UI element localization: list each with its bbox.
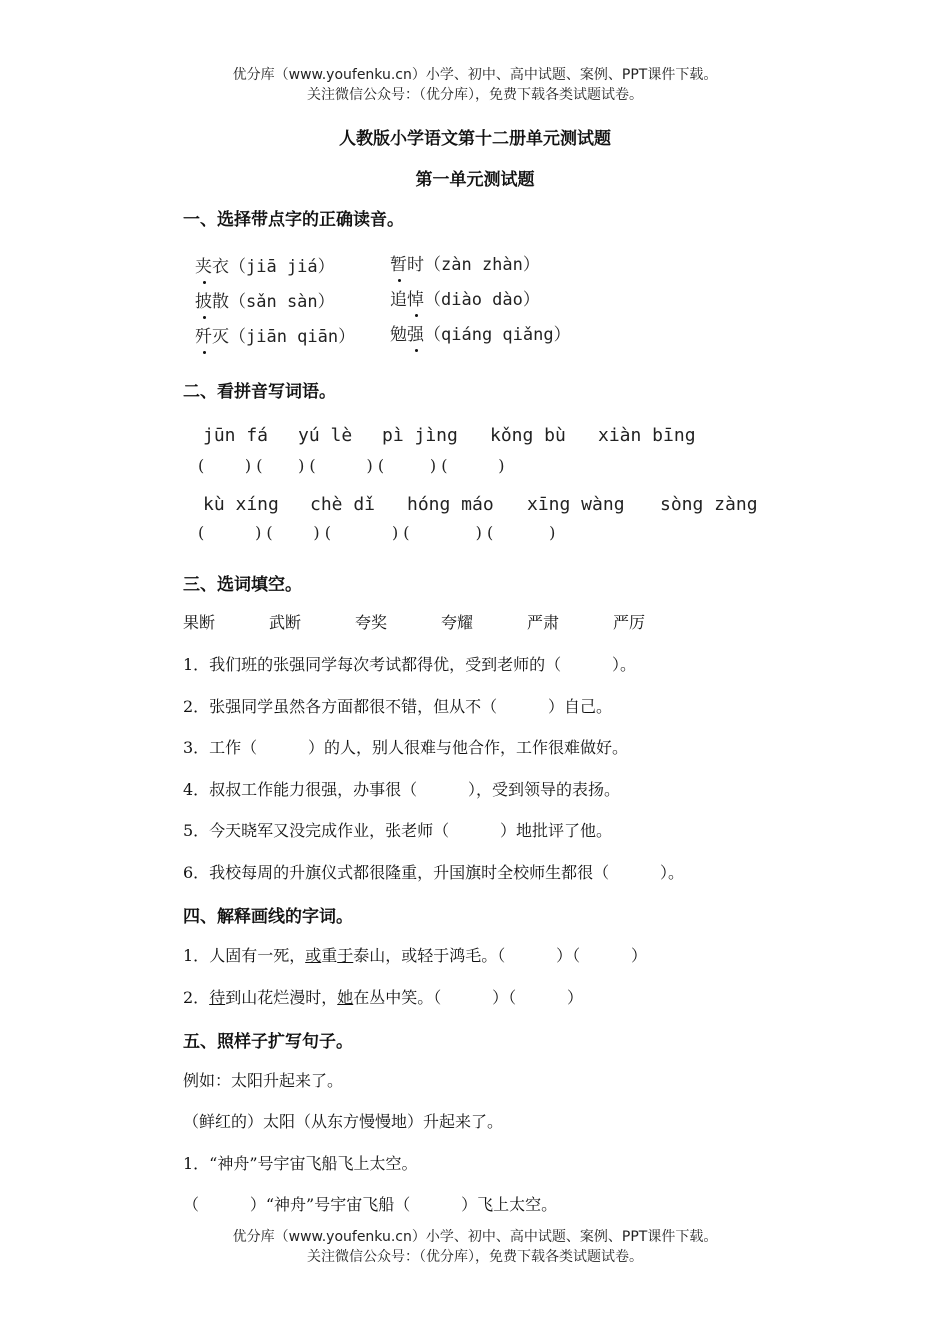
- pinyin-1-5: xiàn bīng: [598, 425, 696, 446]
- page-title: 人教版小学语文第十二册单元测试题: [339, 129, 611, 149]
- section2-heading: 二、看拼音写词语。: [183, 382, 336, 402]
- explain-question-2: 2．待到山花烂漫时，她在丛中笑。（ ）（ ）: [183, 988, 583, 1007]
- reading-item-2: 暂时（zàn zhàn）: [390, 255, 540, 275]
- explain-question-1: 1．人固有一死，或重于泰山，或轻于鸿毛。（ ）（ ）: [183, 946, 647, 965]
- word-1: 果断: [183, 613, 216, 632]
- fill-question-3: 3．工作（ ）的人，别人很难与他合作，工作很难做好。: [183, 738, 629, 757]
- word-2: 武断: [269, 613, 302, 632]
- blank-row-1: ( ) ( ) ( ) ( ) ( ): [198, 456, 505, 475]
- blank-row-2: ( ) ( ) ( ) ( ) ( ): [198, 523, 556, 542]
- word-5: 严肃: [527, 613, 560, 632]
- expand-question-1: 1．“神舟”号宇宙飞船飞上太空。: [183, 1154, 418, 1173]
- reading-item-1: 夹衣（jiā jiá）: [195, 257, 335, 277]
- section5-heading: 五、照样子扩写句子。: [183, 1032, 353, 1052]
- fill-question-2: 2．张强同学虽然各方面都很不错，但从不（ ）自己。: [183, 697, 613, 716]
- pinyin-1-3: pì jìng: [382, 425, 458, 446]
- pinyin-2-3: hóng máo: [407, 494, 494, 515]
- fill-question-6: 6．我校每周的升旗仪式都很隆重，升国旗时全校师生都很（ ）。: [183, 863, 685, 882]
- pinyin-1-2: yú lè: [298, 425, 353, 446]
- fill-question-4: 4．叔叔工作能力很强，办事很（ ），受到领导的表扬。: [183, 780, 621, 799]
- pinyin-1-1: jūn fá: [203, 425, 269, 446]
- footer-line-1: 优分库（www.youfenku.cn）小学、初中、高中试题、案例、PPT课件下载。: [232, 1229, 718, 1245]
- word-6: 严厉: [613, 613, 646, 632]
- pinyin-1-4: kǒng bù: [490, 425, 566, 446]
- pinyin-2-2: chè dǐ: [310, 494, 376, 515]
- fill-question-5: 5．今天晓军又没完成作业，张老师（ ）地批评了他。: [183, 821, 613, 840]
- section4-heading: 四、解释画线的字词。: [183, 907, 353, 927]
- reading-item-4: 追悼（diào dào）: [390, 290, 540, 310]
- pinyin-2-1: kù xíng: [203, 494, 279, 515]
- header-line-2: 关注微信公众号：（优分库），免费下载各类试题试卷。: [307, 87, 643, 103]
- pinyin-2-4: xīng wàng: [527, 494, 625, 515]
- reading-item-5: 歼灭（jiān qiān）: [195, 327, 356, 347]
- word-4: 夸耀: [441, 613, 474, 632]
- page-subtitle: 第一单元测试题: [415, 170, 535, 190]
- section1-heading: 一、选择带点字的正确读音。: [183, 210, 404, 230]
- expand-question-1-blank: （ ）“神舟”号宇宙飞船（ ）飞上太空。: [183, 1195, 558, 1214]
- pinyin-2-5: sòng zàng: [660, 494, 758, 515]
- fill-question-1: 1．我们班的张强同学每次考试都得优，受到老师的（ ）。: [183, 655, 637, 674]
- section3-heading: 三、选词填空。: [183, 575, 302, 595]
- reading-item-6: 勉强（qiáng qiǎng）: [390, 325, 571, 345]
- header-line-1: 优分库（www.youfenku.cn）小学、初中、高中试题、案例、PPT课件下载。: [232, 67, 718, 83]
- word-3: 夸奖: [355, 613, 388, 632]
- word-bank: [183, 610, 699, 633]
- reading-item-3: 披散（sǎn sàn）: [195, 292, 335, 312]
- footer-line-2: 关注微信公众号：（优分库），免费下载各类试题试卷。: [307, 1249, 643, 1265]
- example-answer: （鲜红的）太阳（从东方慢慢地）升起来了。: [183, 1112, 504, 1131]
- example-label: 例如：太阳升起来了。: [183, 1071, 344, 1090]
